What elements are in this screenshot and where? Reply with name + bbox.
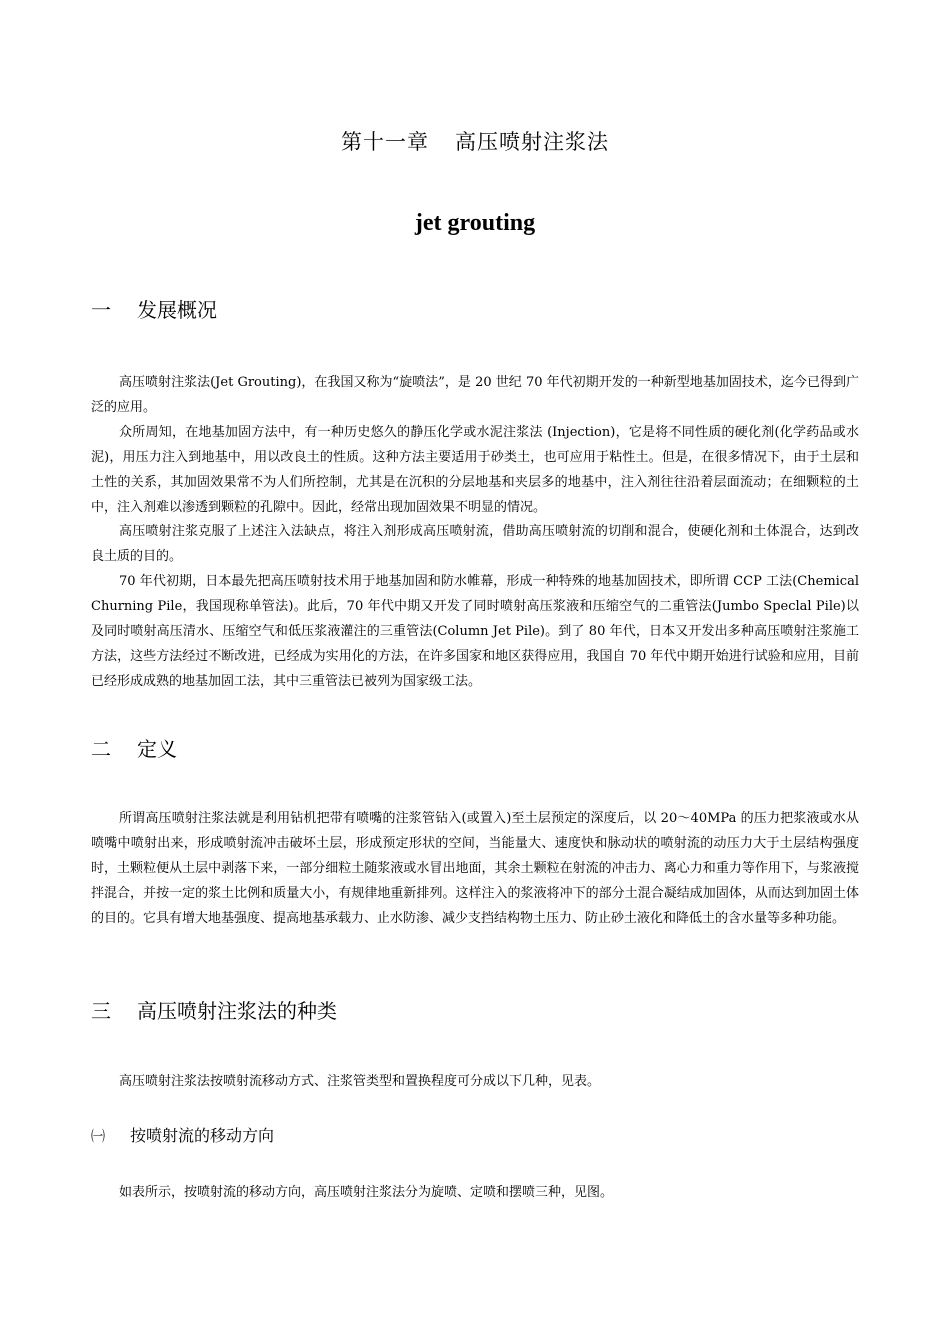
subsection-heading bbox=[91, 1123, 274, 1146]
section-number: 一 bbox=[91, 298, 111, 322]
paragraph: 70 年代初期，日本最先把高压喷射技术用于地基加固和防水帷幕，形成一种特殊的地基加固技术，即所谓 CCP 工法(Chemical Churning Pile，我国现称单管法)。此后，70 年代中期又开发了同时喷射高压浆液和压缩空气的二重管法(Jumbo Speclal Pile)以及同时喷射高压清水、压缩空气和低压浆液灌注的三重管法(Column Jet Pile)。到了 80 年代，日本又开发出多种高压喷射注浆施工方法，这些方法经过不断改进，已经成为实用化的方法，在许多国家和地区获得应用，我国自 70 年代中期开始进行试验和应用，目前已经形成成熟的地基加固工法，其中三重管法已被列为国家级工法。 bbox=[91, 574, 859, 689]
paragraph: 如表所示，按喷射流的移动方向，高压喷射注浆法分为旋喷、定喷和摆喷三种，见图。 bbox=[119, 1185, 614, 1200]
section-title: 发展概况 bbox=[137, 298, 217, 322]
section-number: 二 bbox=[91, 737, 111, 761]
section-heading-development bbox=[91, 294, 217, 323]
paragraph: 高压喷射注浆法(Jet Grouting)，在我国又称为“旋喷法”，是 20 世纪 70 年代初期开发的一种新型地基加固技术，迄今已得到广泛的应用。 bbox=[91, 375, 859, 415]
section-title: 定义 bbox=[137, 737, 177, 761]
chapter-title bbox=[0, 126, 950, 156]
chapter-name: 高压喷射注浆法 bbox=[455, 130, 609, 154]
section-heading-types bbox=[91, 995, 337, 1024]
paragraph: 高压喷射注浆法按喷射流移动方式、注浆管类型和置换程度可分成以下几种，见表。 bbox=[119, 1074, 601, 1089]
paragraph: 众所周知，在地基加固方法中，有一种历史悠久的静压化学或水泥注浆法 (Injection)，它是将不同性质的硬化剂(化学药品或水泥)，用压力注入到地基中，用以改良土的性质。这种方法主要适用于砂类土，也可应用于粘性土。但是，在很多情况下，由于土层和土性的关系，其加固效果常不为人们所控制，尤其是在沉积的分层地基和夹层多的地基中，注入剂往往沿着层面流动；在细颗粒的土中，注入剂难以渗透到颗粒的孔隙中。因此，经常出现加固效果不明显的情况。 bbox=[91, 425, 859, 515]
chapter-number: 第十一章 bbox=[341, 130, 429, 154]
section-title: 高压喷射注浆法的种类 bbox=[137, 999, 337, 1023]
paragraph: 所谓高压喷射注浆法就是利用钻机把带有喷嘴的注浆管钻入(或置入)至土层预定的深度后，以 20～40MPa 的压力把浆液或水从喷嘴中喷射出来，形成喷射流冲击破坏土层，形成预定形状的空间，当能量大、速度快和脉动状的喷射流的动压力大于土层结构强度时，土颗粒便从土层中剥落下来，一部分细粒土随浆液或水冒出地面，其余土颗粒在射流的冲击力、离心力和重力等作用下，与浆液搅拌混合，并按一定的浆土比例和质量大小，有规律地重新排列。这样注入的浆液将冲下的部分土混合凝结成加固体，从而达到加固土体的目的。它具有增大地基强度、提高地基承载力、止水防渗、减少支挡结构物土压力、防止砂土液化和降低土的含水量等多种功能。 bbox=[91, 811, 859, 926]
subsection-number: ㈠ bbox=[91, 1129, 105, 1145]
english-title: jet grouting bbox=[414, 210, 536, 236]
section-heading-definition bbox=[91, 733, 177, 762]
subsection-title: 按喷射流的移动方向 bbox=[130, 1126, 275, 1145]
paragraph: 高压喷射注浆克服了上述注入法缺点，将注入剂形成高压喷射流，借助高压喷射流的切削和混合，使硬化剂和土体混合，达到改良土质的目的。 bbox=[91, 524, 859, 564]
section-number: 三 bbox=[91, 999, 111, 1023]
